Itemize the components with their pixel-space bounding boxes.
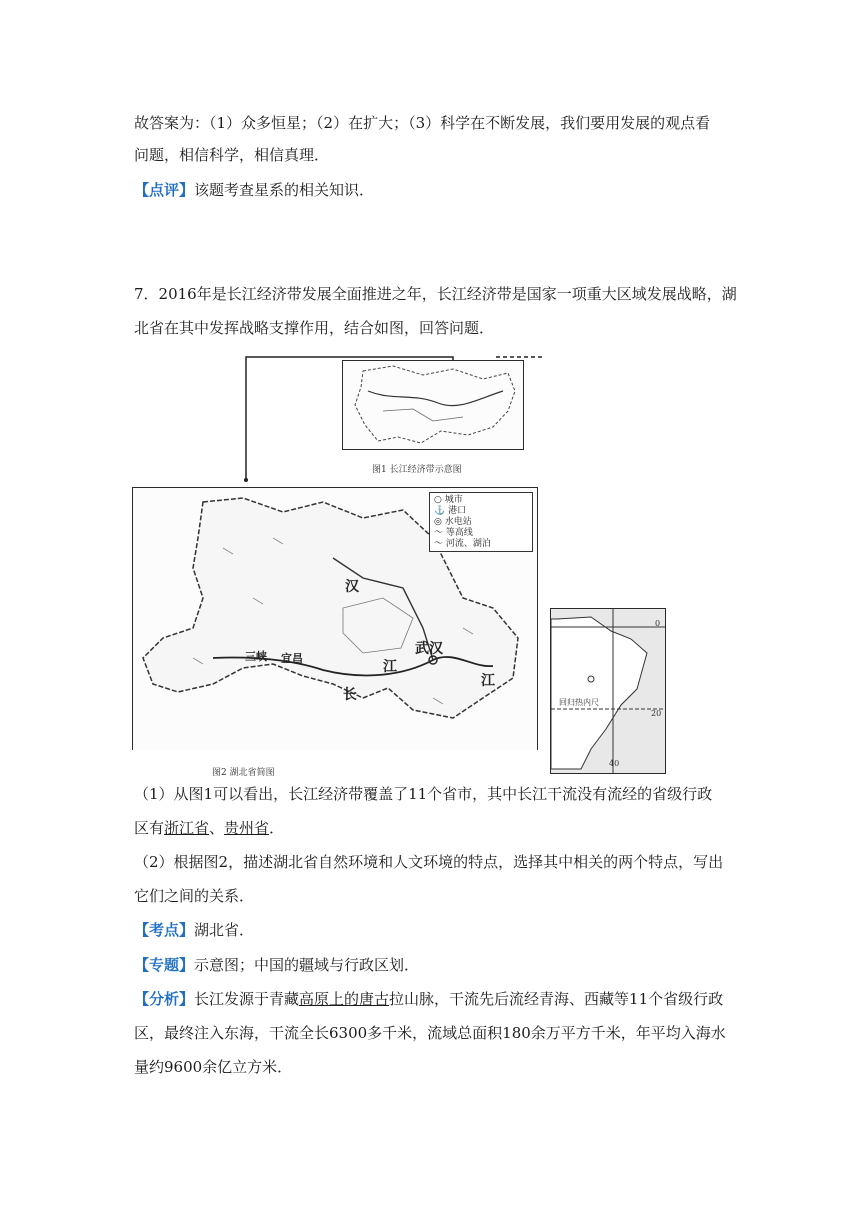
subq-1-end: ． bbox=[269, 819, 285, 837]
subq-1-answer-1: 浙江省 bbox=[164, 819, 210, 837]
inset-label-tropic: 回归热内尺 bbox=[559, 698, 599, 707]
subq-1-line-1: （1）从图1可以看出，长江经济带覆盖了11个省市，其中长江干流没有流经的省级行政 bbox=[134, 785, 713, 803]
kaodian-line bbox=[134, 920, 744, 940]
question-7-line-1: 7．2016年是长江经济带发展全面推进之年，长江经济带是国家一项重大区域发展战略，湖 bbox=[134, 285, 737, 303]
subq-1-prefix: 区有 bbox=[134, 819, 165, 837]
inset-label-0: 0 bbox=[655, 619, 661, 628]
fenxi-post: 拉山脉，干流先后流经青海、西藏等11个省级行政 bbox=[389, 990, 724, 1008]
comment-line bbox=[134, 180, 744, 200]
answer-line-2: 问题，相信科学，相信真理． bbox=[134, 146, 330, 164]
inset-label-40: 40 bbox=[609, 759, 620, 768]
figure-1-caption: 图1 长江经济带示意图 bbox=[372, 465, 462, 475]
label-han: 汉 bbox=[345, 579, 359, 595]
question-7-line-2: 北省在其中发挥战略支撑作用，结合如图，回答问题． bbox=[134, 319, 495, 337]
fenxi-line-1 bbox=[134, 989, 744, 1009]
zhuanti-text: 示意图；中国的疆域与行政区划． bbox=[194, 956, 420, 974]
kaodian-text: 湖北省． bbox=[194, 921, 255, 939]
subq-2-line-2: 它们之间的关系． bbox=[134, 887, 255, 905]
fenxi-line-3: 量约9600余亿立方米． bbox=[134, 1058, 293, 1076]
label-wuhan: 武汉 bbox=[415, 641, 443, 657]
zhuanti-tag: 【专题】 bbox=[134, 956, 195, 974]
fenxi-line-2: 区，最终注入东海，干流全长6300多千米，流域总面积180余万平方千米，年平均入海水 bbox=[134, 1024, 726, 1042]
label-jiang-1: 江 bbox=[383, 659, 397, 675]
fenxi-pre: 长江发源于青藏 bbox=[194, 990, 300, 1008]
comment-tag: 【点评】 bbox=[134, 181, 195, 199]
subq-2-line-1: （2）根据图2，描述湖北省自然环境和人文环境的特点，选择其中相关的两个特点，写出 bbox=[134, 853, 724, 871]
label-yichang: 宜昌 bbox=[281, 652, 303, 665]
label-jiang-2: 江 bbox=[481, 673, 495, 689]
label-chang: 长 bbox=[343, 687, 357, 703]
figure-2-caption: 图2 湖北省简图 bbox=[212, 768, 275, 778]
legend-city: ○ 城市 bbox=[434, 495, 463, 505]
subq-1-sep: 、 bbox=[209, 819, 225, 837]
kaodian-tag: 【考点】 bbox=[134, 921, 195, 939]
inset-map bbox=[550, 608, 666, 774]
legend-river-lake: 〜 河流、湖泊 bbox=[434, 539, 491, 549]
yangtze-basin-outline bbox=[343, 361, 523, 449]
zhuanti-line bbox=[134, 955, 744, 975]
inset-continent bbox=[551, 609, 665, 773]
comment-text: 该题考查星系的相关知识． bbox=[194, 181, 375, 199]
legend-port: ⚓ 港口 bbox=[434, 506, 467, 516]
legend-hydropower: ◎ 水电站 bbox=[434, 517, 472, 527]
map-legend bbox=[429, 492, 533, 552]
fenxi-tag: 【分析】 bbox=[134, 990, 195, 1008]
inset-label-20: 20 bbox=[651, 709, 662, 718]
legend-contour: 〜 等高线 bbox=[434, 528, 473, 538]
fenxi-underlined: 高原上的唐古 bbox=[299, 990, 390, 1008]
label-sanxia: 三峡 bbox=[245, 650, 267, 663]
subq-1-answer-2: 贵州省 bbox=[224, 819, 270, 837]
figure-1-map bbox=[342, 360, 524, 450]
answer-line-1: 故答案为：（1）众多恒星；（2）在扩大；（3）科学在不断发展，我们要用发展的观点看 bbox=[134, 114, 711, 132]
subq-1-line-2 bbox=[134, 818, 744, 838]
figure-2-map bbox=[132, 487, 538, 750]
